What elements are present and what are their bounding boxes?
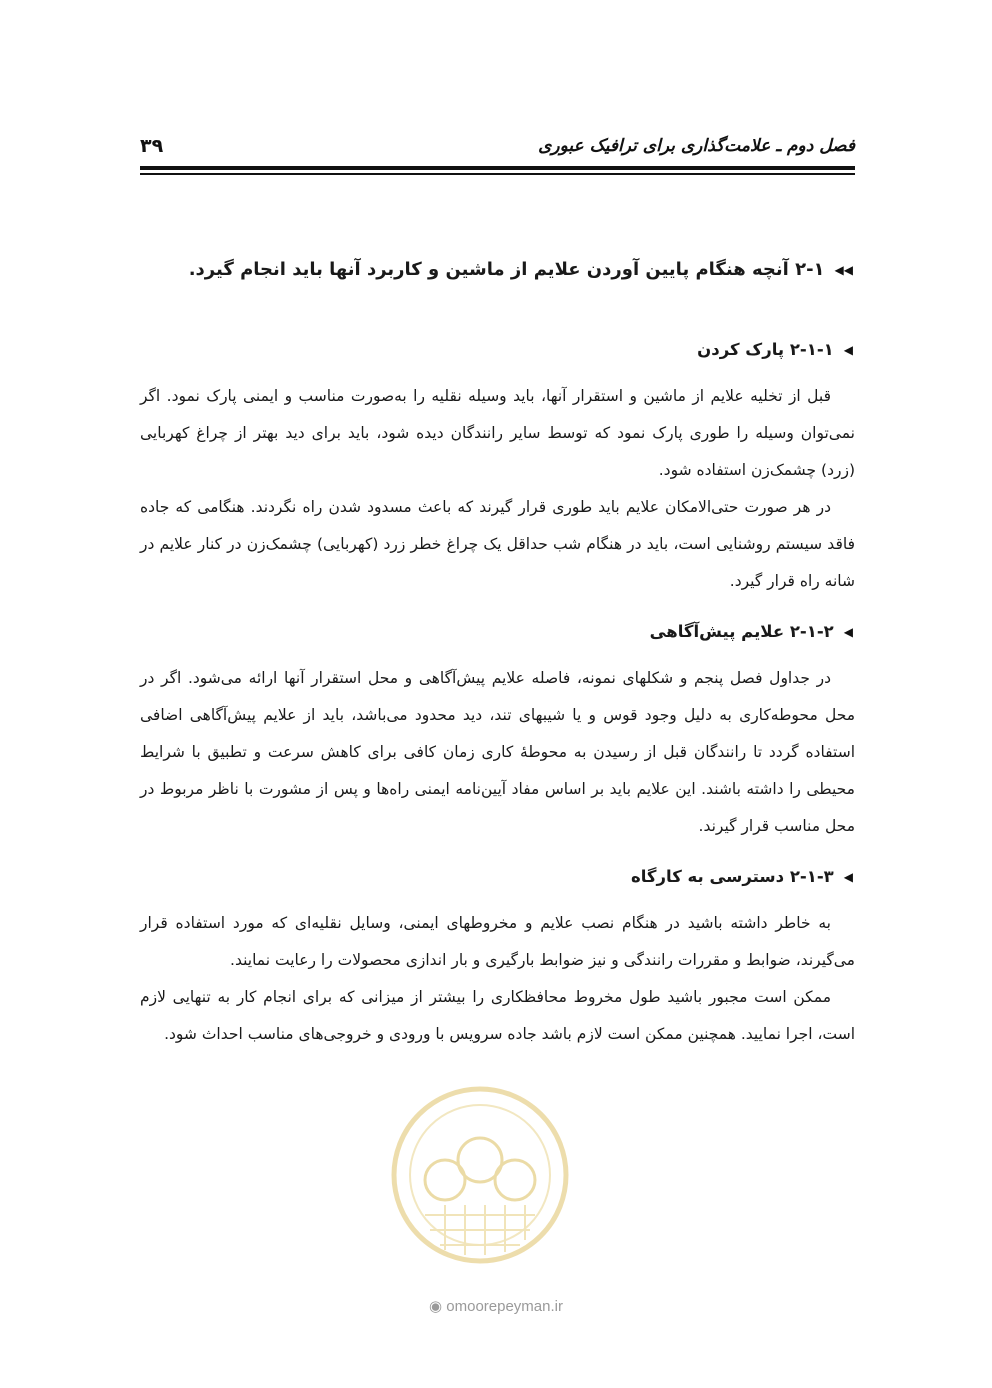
header-rule-thick [140,166,855,170]
paragraph: در هر صورت حتی‌الامکان علایم باید طوری قرار گیرند که باعث مسدود شدن راه نگردند. هنگامی که جاده فاقد سیستم روشنایی است، باید در هنگام شب حداقل یک چراغ خطر زرد (کهربایی) چشمک‌زن در کنار علایم در شانه راه قرار گیرد. [140,498,855,590]
running-title: فصل دوم ـ علامت‌گذاری برای ترافیک عبوری [538,136,855,156]
page-number: ۳۹ [140,135,164,157]
paragraph: به خاطر داشته باشید در هنگام نصب علایم و مخروطهای ایمنی، وسایل نقلیه‌ای که مورد استفاده قرار می‌گیرند، ضوابط و مقررات رانندگی و نیز ضوابط بارگیری و بار اندازی محصولات را رعایت نمایند. [140,914,855,969]
running-header [140,128,855,164]
arrow-icon: ◀ [843,625,853,639]
site-credit-text: omoorepeyman.ir [446,1298,563,1315]
subsection-title: ۲-۱-۲ علایم پیش‌آگاهی [649,622,834,641]
header-rule-thin [140,173,855,175]
subsection-heading [140,859,855,895]
section-title: ۲-۱ آنچه هنگام پایین آوردن علایم از ماشین و کاربرد آنها باید انجام گیرد. [188,259,825,280]
paragraph: قبل از تخلیه علایم از ماشین و استقرار آنها، باید وسیله نقلیه را به‌صورت مناسب و ایمنی پارک نمود. اگر نمی‌توان وسیله را طوری پارک نمود که توسط سایر رانندگان دیده شود، باید برای دید بهتر از چراغ کهربایی (زرد) چشمک‌زن استفاده شود. [140,387,855,479]
subsection-heading [140,332,855,368]
section-heading [140,250,855,290]
seal-logo-icon [385,1080,575,1270]
subsection-site-access [140,859,855,1053]
page-content [140,250,855,1067]
subsection-parking [140,332,855,600]
site-credit-icon: ◉ [429,1298,443,1315]
arrow-icon: ◀ [843,870,853,884]
site-credit [0,1297,992,1315]
subsection-title: ۲-۱-۳ دسترسی به کارگاه [630,867,834,886]
subsection-heading [140,614,855,650]
paragraph: ممکن است مجبور باشید طول مخروط محافظکاری را بیشتر از میزانی که برای انجام کار به تنهایی لازم است، اجرا نمایید. همچنین ممکن است لازم باشد جاده سرویس با ورودی و خروجی‌های مناسب احداث شود. [140,988,855,1043]
arrow-icon: ◀ [843,343,853,357]
double-arrow-icon: ◀◀ [834,263,853,277]
subsection-title: ۲-۱-۱ پارک کردن [697,340,834,359]
subsection-warning-signs [140,614,855,845]
paragraph: در جداول فصل پنجم و شکلهای نمونه، فاصله علایم پیش‌آگاهی و محل استقرار آنها ارائه می‌شود. اگر در محل محوطه‌کاری به دلیل وجود قوس و یا شیبهای تند، دید محدود می‌باشد، باید از علایم پیش‌آگاهی اضافی استفاده گردد تا رانندگان قبل از رسیدن به محوطهٔ کاری زمان کافی برای کاهش سرعت و تطبیق با شرایط محیطی را داشته باشند. این علایم باید بر اساس مفاد آیین‌نامه ایمنی راه‌ها و پس از مشورت با ناظر مربوط در محل مناسب قرار گیرند. [140,669,855,835]
